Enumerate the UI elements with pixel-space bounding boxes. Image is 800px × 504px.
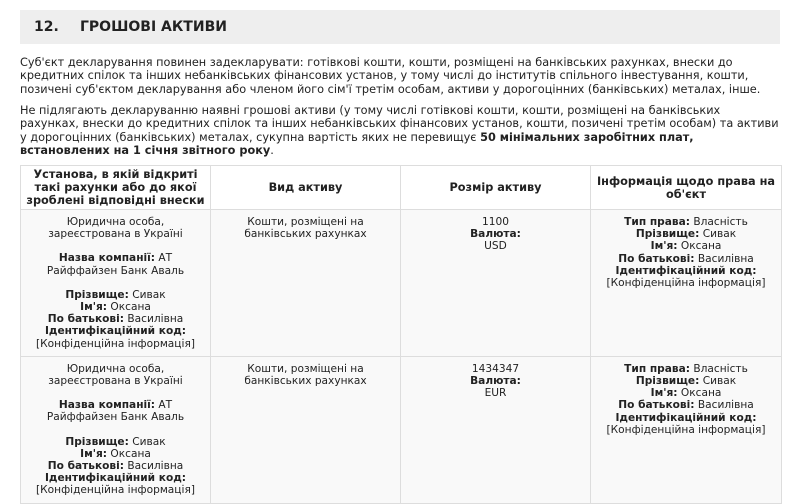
owner-patronymic-value: Василівна	[697, 399, 754, 412]
currency-value: EUR	[484, 387, 507, 400]
section-title: ГРОШОВІ АКТИВИ	[80, 19, 227, 35]
company-label: Назва компанії:	[58, 252, 156, 265]
patronymic-label: По батькові:	[47, 460, 125, 473]
right-type-value: Власність	[693, 362, 748, 375]
institution-type-value: Юридична особа, зареєстрована в Україні	[48, 216, 183, 241]
right-info-cell	[591, 356, 782, 503]
owner-id-code-value: [Конфіденційна інформація]	[606, 277, 766, 290]
currency-label: Валюта:	[470, 228, 521, 241]
owner-id-code-value: [Конфіденційна інформація]	[606, 423, 766, 436]
surname-value: Сивак	[132, 288, 166, 301]
section-number: 12.	[34, 19, 59, 35]
company-label: Назва компанії:	[58, 399, 156, 412]
name-label: Ім'я:	[80, 447, 108, 460]
institution-cell	[21, 210, 211, 357]
section-header	[20, 10, 780, 44]
institution-type-value: Юридична особа, зареєстрована в Україні	[48, 362, 183, 388]
header-amount: Розмір активу	[401, 166, 591, 210]
name-value: Оксана	[110, 301, 151, 314]
right-type-value: Власність	[693, 216, 748, 228]
note-bold: 50 мінімальних заробітних плат, встановлених на 1 січня звітного року	[20, 130, 694, 158]
table-row	[21, 210, 782, 357]
surname-label: Прізвище:	[65, 435, 129, 448]
patronymic-label: По батькові:	[618, 399, 695, 412]
patronymic-label: По батькові:	[47, 313, 125, 326]
right-type-label: Тип права:	[624, 216, 690, 228]
id-code-label: Ідентифікаційний код:	[615, 264, 757, 277]
note-text: Не підлягають декларуванню наявні грошові активи (у тому числі готівкові кошти, кошти, розміщені на банківських рахунках, внески до кредитних спілок та інших небанківських фінансових установ, кошти, позичені третім особам) та активи у дорогоцінних (банківських) металах, сукупна вартість яких не перевищує	[20, 104, 779, 144]
id-code-label: Ідентифікаційний код:	[44, 472, 187, 485]
assets-table	[20, 165, 782, 504]
name-value: Оксана	[110, 447, 151, 460]
intro-paragraph: Суб'єкт декларування повинен задекларувати: готівкові кошти, кошти, розміщені на банківських рахунках, внески до кредитних спілок та інших небанківських фінансових установ, у тому числі до інститутів спільного інвестування, кошти, позичені суб'єктом декларування або членом його сім'ї третім особам, активи у дорогоцінних (банківських) металах, інше.	[20, 56, 761, 96]
name-label: Ім'я:	[80, 301, 108, 314]
note-end: .	[270, 144, 274, 158]
table-header-row	[21, 166, 782, 210]
id-code-label: Ідентифікаційний код:	[615, 411, 757, 424]
company-value: АТ Райффайзен Банк Аваль	[46, 252, 185, 277]
patronymic-value: Василівна	[127, 313, 184, 326]
amount-value: 1434347	[471, 362, 520, 375]
name-label: Ім'я:	[650, 240, 678, 253]
owner-name-value: Оксана	[680, 240, 722, 253]
patronymic-value: Василівна	[127, 460, 184, 473]
surname-label: Прізвище:	[635, 375, 700, 388]
surname-label: Прізвище:	[65, 288, 129, 301]
id-code-value: [Конфіденційна інформація]	[36, 337, 195, 350]
id-code-label: Ідентифікаційний код:	[44, 325, 187, 338]
table-row	[21, 356, 782, 503]
asset-type-value: Кошти, розміщені на банківських рахунках	[244, 362, 367, 388]
asset-type-cell	[211, 210, 401, 357]
currency-value: USD	[484, 240, 507, 253]
currency-label: Валюта:	[470, 375, 521, 388]
note-paragraph	[20, 104, 780, 158]
amount-cell	[401, 356, 591, 503]
header-institution: Установа, в якій відкриті такі рахунки або до якої зроблені відповідні внески	[21, 166, 211, 210]
company-value: АТ Райффайзен Банк Аваль	[46, 399, 185, 424]
institution-cell	[21, 356, 211, 503]
surname-label: Прізвище:	[635, 228, 700, 241]
amount-cell	[401, 210, 591, 357]
surname-value: Сивак	[132, 435, 166, 448]
right-type-label: Тип права:	[624, 362, 690, 375]
owner-patronymic-value: Василівна	[697, 252, 754, 265]
header-asset-type: Вид активу	[211, 166, 401, 210]
patronymic-label: По батькові:	[618, 252, 695, 265]
header-right-info: Інформація щодо права на об'єкт	[591, 166, 782, 210]
owner-name-value: Оксана	[680, 387, 722, 400]
asset-type-value: Кошти, розміщені на банківських рахунках	[244, 216, 367, 241]
owner-surname-value: Сивак	[702, 228, 737, 241]
asset-type-cell	[211, 356, 401, 503]
amount-value: 1100	[482, 216, 509, 228]
id-code-value: [Конфіденційна інформація]	[36, 484, 195, 497]
right-info-cell	[591, 210, 782, 357]
owner-surname-value: Сивак	[702, 375, 737, 388]
name-label: Ім'я:	[650, 387, 678, 400]
